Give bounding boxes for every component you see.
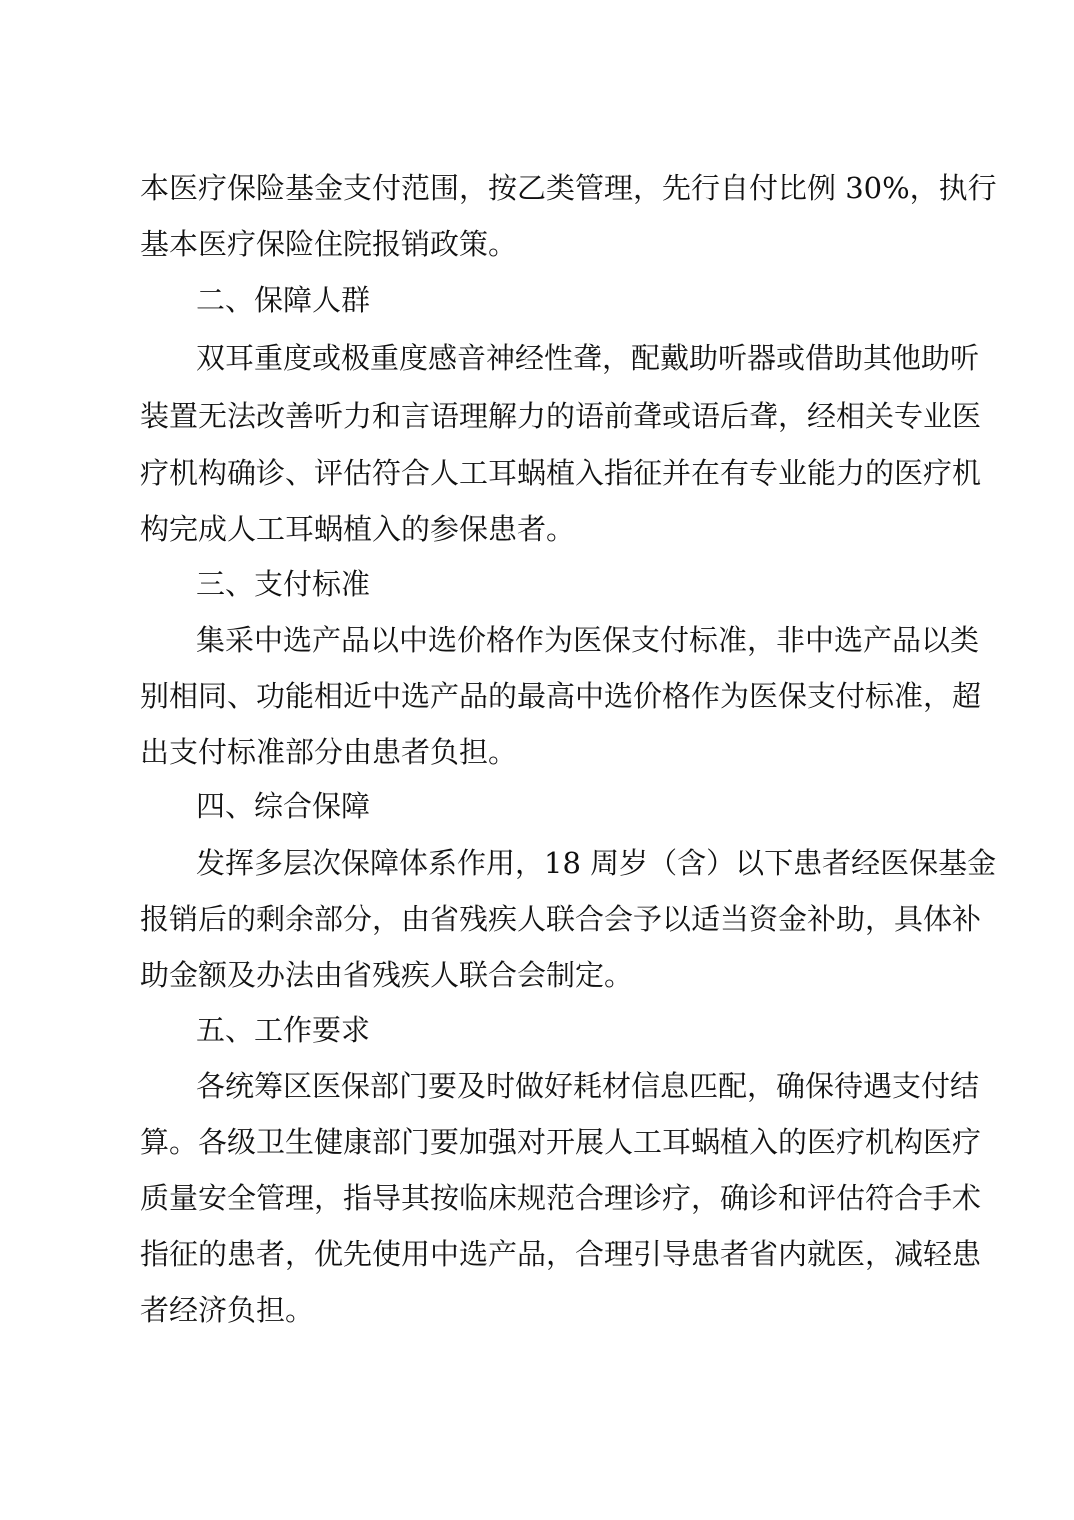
support-line-1: 发挥多层次保障体系作用，18 周岁（含）以下患者经医保基金 <box>196 846 997 880</box>
coverage-line-3: 疗机构确诊、评估符合人工耳蜗植入指征并在有专业能力的医疗机 <box>140 456 982 490</box>
requirements-line-5: 者经济负担。 <box>140 1293 315 1327</box>
support-line-3: 助金额及办法由省残疾人联合会制定。 <box>140 958 634 992</box>
coverage-line-4: 构完成人工耳蜗植入的参保患者。 <box>140 512 576 546</box>
requirements-line-1: 各统筹区医保部门要及时做好耗材信息匹配，确保待遇支付结 <box>196 1069 980 1103</box>
requirements-line-3: 质量安全管理，指导其按临床规范合理诊疗，确诊和评估符合手术 <box>140 1181 982 1215</box>
payment-line-1: 集采中选产品以中选价格作为医保支付标准，非中选产品以类 <box>196 623 980 657</box>
section-heading-work-requirements: 五、工作要求 <box>196 1013 371 1047</box>
support-line-2: 报销后的剩余部分，由省残疾人联合会予以适当资金补助，具体补 <box>140 902 982 936</box>
section-heading-payment-standard: 三、支付标准 <box>196 567 371 601</box>
coverage-line-2: 装置无法改善听力和言语理解力的语前聋或语后聋，经相关专业医 <box>140 399 982 433</box>
intro-line-2: 基本医疗保险住院报销政策。 <box>140 227 518 261</box>
intro-line-1: 本医疗保险基金支付范围，按乙类管理，先行自付比例 30%，执行 <box>140 171 997 205</box>
coverage-line-1: 双耳重度或极重度感音神经性聋，配戴助听器或借助其他助听 <box>196 341 980 375</box>
section-heading-comprehensive-support: 四、综合保障 <box>196 789 371 823</box>
requirements-line-2: 算。各级卫生健康部门要加强对开展人工耳蜗植入的医疗机构医疗 <box>140 1125 982 1159</box>
payment-line-2: 别相同、功能相近中选产品的最高中选价格作为医保支付标准，超 <box>140 679 982 713</box>
payment-line-3: 出支付标准部分由患者负担。 <box>140 735 518 769</box>
requirements-line-4: 指征的患者，优先使用中选产品，合理引导患者省内就医，减轻患 <box>140 1237 982 1271</box>
section-heading-coverage-group: 二、保障人群 <box>196 283 371 317</box>
